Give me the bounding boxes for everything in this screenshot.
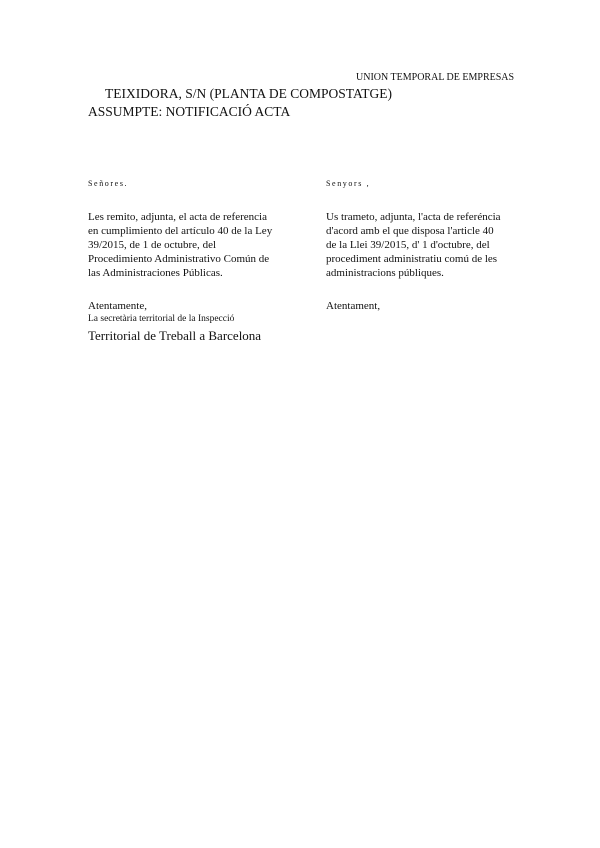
- signer-title: La secretària territorial de la Inspecció: [88, 314, 235, 324]
- subject-line: ASSUMPTE: NOTIFICACIÓ ACTA: [88, 104, 291, 119]
- address-line: TEIXIDORA, S/N (PLANTA DE COMPOSTATGE): [105, 86, 392, 101]
- body-line: d'acord amb el que disposa l'article 40: [326, 225, 494, 237]
- body-spanish: [88, 210, 288, 280]
- body-line: Les remito, adjunta, el acta de referencia: [88, 211, 267, 223]
- closing-catalan: Atentament,: [326, 300, 381, 312]
- body-line: de la Llei 39/2015, d' 1 d'octubre, del: [326, 239, 490, 251]
- greeting-spanish: Señores.: [88, 179, 129, 188]
- greeting-catalan: Senyors ,: [326, 179, 371, 188]
- body-catalan: [326, 210, 526, 280]
- body-line-part: del: [202, 239, 217, 251]
- closing-spanish: Atentamente,: [88, 300, 147, 312]
- body-line: Procedimiento Administrativo Común de: [88, 253, 270, 265]
- body-line: las Administraciones Públicas.: [88, 267, 223, 279]
- signer-office: Territorial de Treball a Barcelona: [88, 328, 262, 343]
- body-line: procediment administratiu comú de les: [326, 253, 498, 265]
- body-line: en cumplimiento del artículo 40 de la Ley: [88, 225, 273, 237]
- body-line-part: 39/2015, de 1 de octubre,: [88, 239, 200, 251]
- body-line: [88, 238, 288, 252]
- body-line: Us trameto, adjunta, l'acta de referéncia: [326, 211, 501, 223]
- body-line: administracions públiques.: [326, 267, 444, 279]
- company-name: UNION TEMPORAL DE EMPRESAS: [356, 72, 515, 83]
